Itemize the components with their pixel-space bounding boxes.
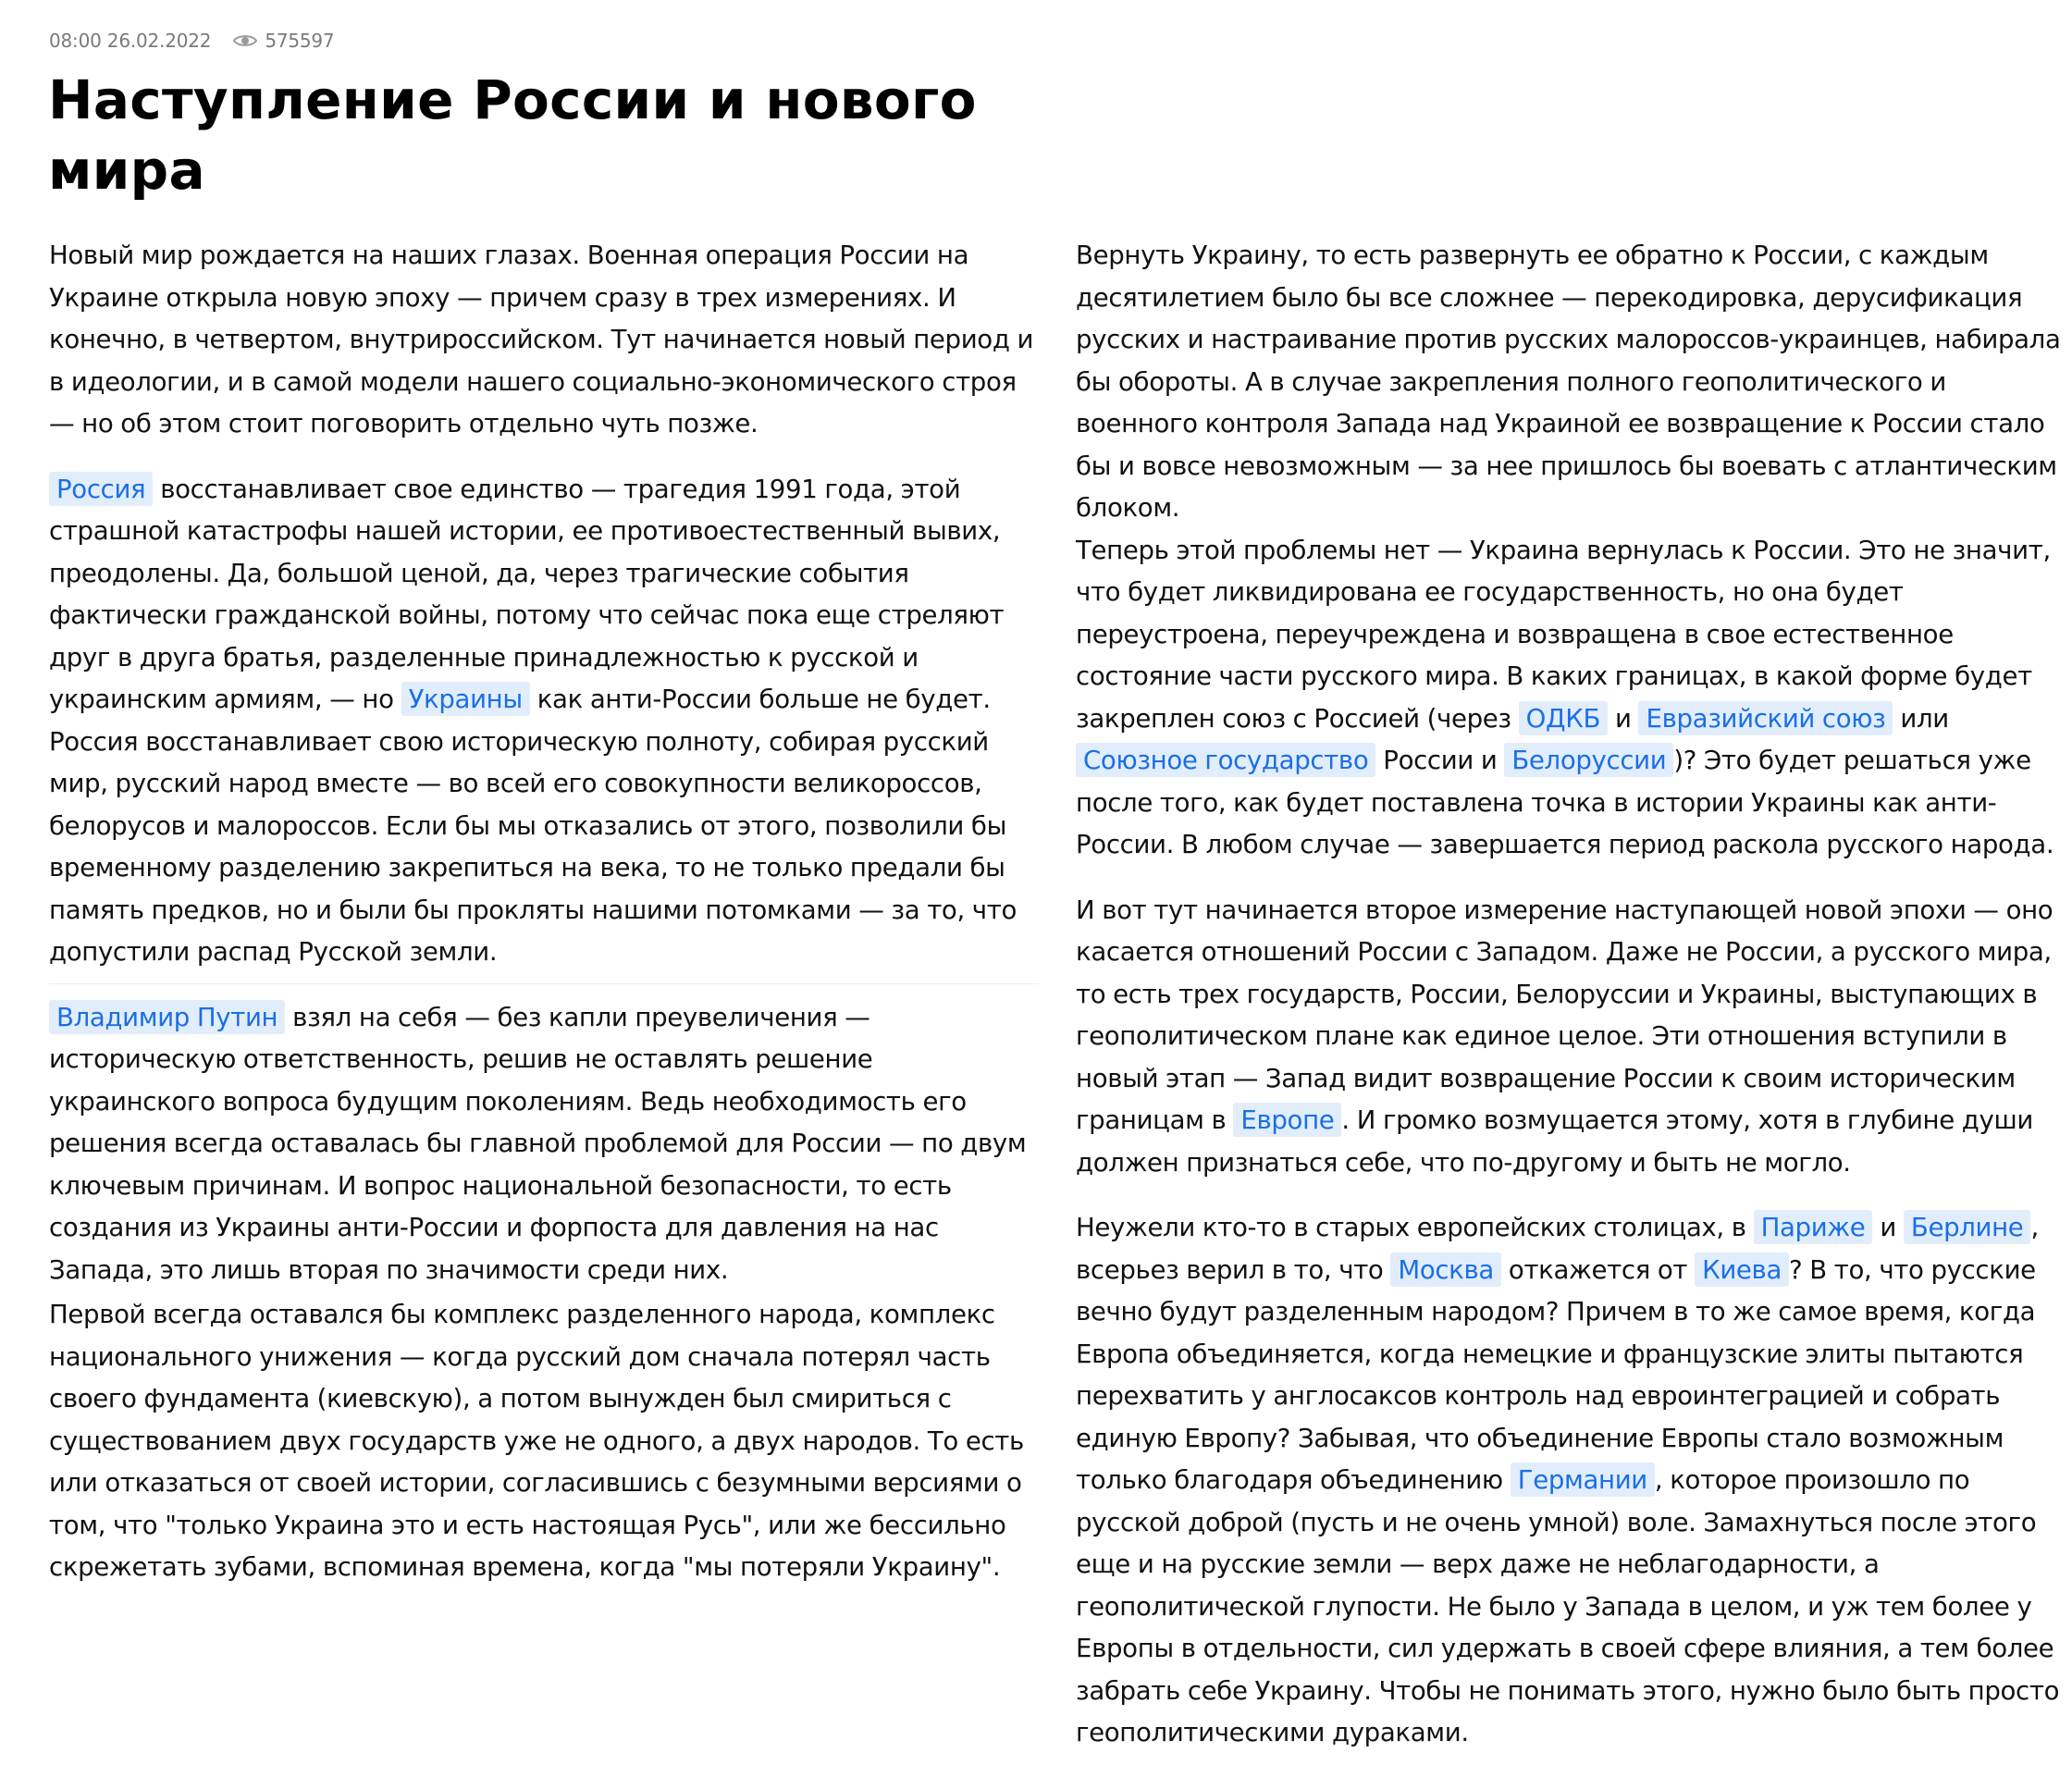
paragraph-text: России и: [1375, 745, 1505, 775]
paragraph-text: , которое произошло по русской доброй (пусть и не очень умной) воле. Замахнуться после этого еще и на русские земли — верх даже не неблагодарности, а геополитической глупости. Не было у Запада в целом, и уж тем более у Европы в отдельности, сил удержать в своей сфере влияния, а тем более забрать себе Украину. Чтобы не понимать этого, нужно было быть просто геополитическими дураками.: [1076, 1464, 2060, 1747]
tag-link-ukraine[interactable]: Украины: [401, 682, 530, 716]
publish-datetime: 08:00 26.02.2022: [49, 30, 212, 52]
paragraph: [49, 996, 1039, 1291]
paragraph: [1076, 529, 2064, 866]
tag-link-berlin[interactable]: Берлине: [1904, 1210, 2031, 1244]
paragraph-text: как анти-России больше не будет. Россия восстанавливает свою историческую полноту, собирая русский мир, русский народ вместе — во всей его совокупности великороссов, белорусов и малороссов. Если бы мы отказались от этого, позволили бы временному разделению закрепиться на века, то не только предали бы память предков, но и были бы прокляты нашими потомками — за то, что допустили распад Русской земли.: [49, 684, 1018, 967]
views-count: 575597: [265, 30, 335, 52]
paragraph-text: взял на себя — без капли преувеличения — историческую ответственность, решив не оставлять решение украинского вопроса будущим поколениям. Ведь необходимость его решения всегда оставалась бы главной проблемой для России — по двум ключевым причинам. И вопрос национальной безопасности, то есть создания из Украины анти-России и форпоста для давления на нас Запада, это лишь вторая по значимости среди них.: [49, 1001, 1027, 1285]
paragraph-text: . И громко возмущается этому, хотя в глубине души должен признаться себе, что по-другому и быть не могло.: [1076, 1104, 2033, 1178]
paragraph-text: ? В то, что русские вечно будут разделенным народом? Причем в то же самое время, когда Европа объединяется, когда немецкие и французские элиты пытаются перехватить у англосаксов контроль над евроинтеграцией и собрать единую Европу? Забывая, что объединение Европы стало возможным только благодаря объединению: [1076, 1253, 2036, 1495]
paragraph-text: и: [1608, 702, 1639, 734]
paragraph-text: восстанавливает свое единство — трагедия 1991 года, этой страшной катастрофы нашей истории, ее противоестественный вывих, преодолены. Да, большой ценой, да, через трагические события фактически гражданской войны, потому что сейчас пока еще стреляют друг в друга братья, разделенные принадлежностью к русской и украинским армиям, — но: [49, 473, 1005, 714]
paragraph-text: )? Это будет решаться уже после того, как будет поставлена точка в истории Украины как анти-России. В любом случае — завершается период раскола русского народа.: [1076, 745, 2054, 859]
article-meta: [49, 30, 334, 52]
paragraph: [49, 468, 1039, 973]
paragraph-text: и: [1872, 1212, 1904, 1242]
tag-link-moscow[interactable]: Москва: [1390, 1253, 1501, 1287]
paragraph-text: или: [1893, 702, 1949, 734]
divider: [49, 983, 1039, 984]
article-column-right: [1076, 234, 2064, 1777]
paragraph-text: откажется от: [1500, 1253, 1696, 1285]
paragraph-text: Неужели кто-то в старых европейских столицах, в: [1076, 1212, 1754, 1242]
tag-link-europe[interactable]: Европе: [1233, 1103, 1341, 1137]
tag-link-germany[interactable]: Германии: [1511, 1462, 1655, 1497]
article-column-left: [49, 234, 1039, 1611]
eye-icon: [233, 33, 257, 48]
tag-link-belarus[interactable]: Белоруссии: [1504, 743, 1673, 777]
paragraph: [1076, 1206, 2064, 1754]
article-title: Наступление России и нового мира: [48, 68, 977, 202]
tag-link-vladimir-putin[interactable]: Владимир Путин: [49, 1000, 285, 1034]
paragraph-text: Теперь этой проблемы нет — Украина вернулась к России. Это не значит, что будет ликвидирована ее государственность, но она будет переустроена, переучреждена и возвращена в свое естественное состояние части русского мира. В каких границах, в какой форме будет закреплен союз с Россией (через: [1076, 534, 2051, 734]
tag-link-union-state[interactable]: Союзное государство: [1076, 743, 1375, 777]
paragraph-text: , всерьез верил в то, что: [1076, 1212, 2039, 1285]
paragraph: Новый мир рождается на наших глазах. Военная операция России на Украине открыла новую эпоху — причем сразу в трех измерениях. И конечно, в четвертом, внутрироссийском. Тут начинается новый период и в идеологии, и в самой модели нашего социально-экономического строя — но об этом стоит поговорить отдельно чуть позже.: [49, 240, 1034, 438]
tag-link-russia[interactable]: Россия: [49, 472, 153, 506]
tag-link-paris[interactable]: Париже: [1754, 1210, 1873, 1244]
tag-link-kiev[interactable]: Киева: [1695, 1253, 1789, 1287]
tag-link-eurasian-union[interactable]: Евразийский союз: [1638, 701, 1893, 735]
paragraph: [1076, 889, 2064, 1184]
paragraph: Вернуть Украину, то есть развернуть ее обратно к России, с каждым десятилетием было бы все сложнее — перекодировка, дерусификация русских и настраивание против русских малороссов-украинцев, набирала бы обороты. А в случае закрепления полного геополитического и военного контроля Запада над Украиной ее возвращение к России стало бы и вовсе невозможным — за нее пришлось бы воевать с атлантическим блоком.: [1076, 240, 2061, 523]
paragraph: Первой всегда оставался бы комплекс разделенного народа, комплекс национального унижения — когда русский дом сначала потерял часть своего фундамента (киевскую), а потом вынужден был смириться с существованием двух государств уже не одного, а двух народов. То есть или отказаться от своей истории, согласившись с безумными версиями о том, что "только Украина это и есть настоящая Русь", или же бессильно скрежетать зубами, вспоминая времена, когда "мы потеряли Украину".: [49, 1299, 1024, 1582]
views-counter: [233, 30, 334, 52]
paragraph-text: И вот тут начинается второе измерение наступающей новой эпохи — оно касается отношений России с Западом. Даже не России, а русского мира, то есть трех государств, России, Белоруссии и Украины, выступающих в геополитическом плане как единое целое. Эти отношения вступили в новый этап — Запад видит возвращение России к своим историческим границам в: [1076, 894, 2054, 1135]
tag-link-odkb[interactable]: ОДКБ: [1519, 701, 1608, 735]
